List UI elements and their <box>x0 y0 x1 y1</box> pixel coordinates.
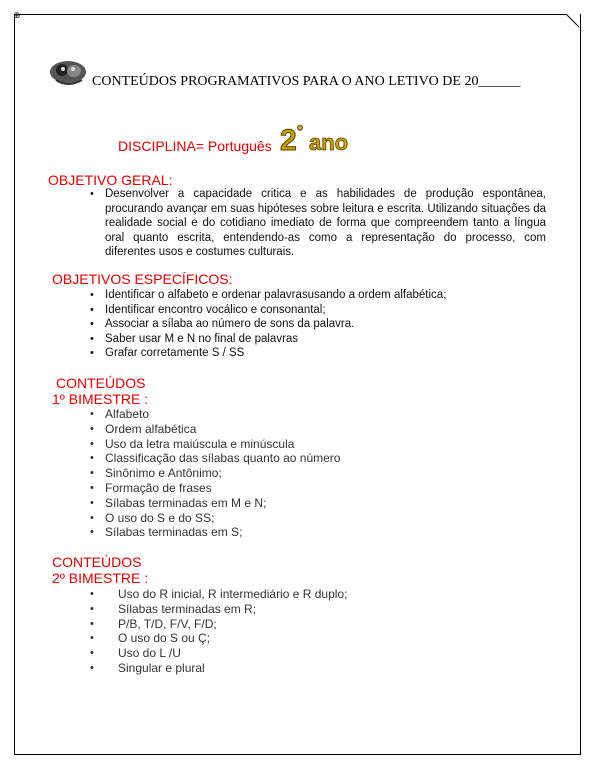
list-item: • Grafar corretamente S / SS <box>90 346 560 361</box>
list-item: • Classificação das sílabas quanto ao número <box>90 451 550 466</box>
badge-word: ano <box>309 130 349 155</box>
list-item: • Uso do R inicial, R intermediário e R duplo; <box>90 587 550 602</box>
document-title: CONTEÚDOS PROGRAMATIVOS PARA O ANO LETIVO DE 20______ <box>92 74 521 89</box>
objetivos-especificos-heading: OBJETIVOS ESPECÍFICOS: <box>52 271 233 287</box>
list-item: • O uso do S e do SS; <box>90 511 550 526</box>
objetivo-geral-heading: OBJETIVO GERAL: <box>48 172 173 188</box>
badge-super: º <box>297 123 303 140</box>
list-item: • Identificar o alfabeto e ordenar palavrasusando a ordem alfabética; <box>90 288 560 303</box>
objetivos-especificos-list <box>90 288 560 361</box>
list-item: • Desenvolver a capacidade critica e as habilidades de produção espontânea, procurando avançar em suas hipóteses sobre leitura e escrita. Utilizando situações da realidade social e do cotidiano imediato de forma que compreendem tanto a língua oral quanto escrita, entendendo-as como a representação do processo, com diferentes usos e costumes culturais. <box>90 187 546 260</box>
list-item: • Identificar encontro vocálico e consonantal; <box>90 303 560 318</box>
list-item: • Uso da letra maiúscula e minúscula <box>90 437 550 452</box>
bimestre1-list <box>90 407 550 540</box>
bimestre1-heading: 1º BIMESTRE : <box>52 391 149 407</box>
bimestre2-list <box>90 587 550 676</box>
list-item: • Formação de frases <box>90 481 550 496</box>
objetivo-geral-list <box>90 187 546 260</box>
table-anchor-icon[interactable]: ⊕ <box>13 10 21 20</box>
list-item: • Saber usar M e N no final de palavras <box>90 332 560 347</box>
list-item: • Sílabas terminadas em R; <box>90 602 550 617</box>
list-item: • Sílabas terminadas em S; <box>90 525 550 540</box>
badge-number: 2 <box>280 124 297 156</box>
list-item: • Uso do L /U <box>90 646 550 661</box>
list-item: • O uso do S ou Ç; <box>90 631 550 646</box>
disciplina-label: DISCIPLINA= Português <box>118 138 272 154</box>
list-item: • Associar a sílaba ao número de sons da palavra. <box>90 317 560 332</box>
list-item: • P/B, T/D, F/V, F/D; <box>90 617 550 632</box>
list-item: • Sinônimo e Antônimo; <box>90 466 550 481</box>
list-item: • Singular e plural <box>90 661 550 676</box>
grade-badge <box>280 120 356 156</box>
list-item: • Sílabas terminadas em M e N; <box>90 496 550 511</box>
mascot-logo-icon <box>48 58 88 88</box>
bimestre1-conteudos-heading: CONTEÚDOS <box>56 375 146 391</box>
page-fold-corner <box>566 14 580 28</box>
bimestre2-conteudos-heading: CONTEÚDOS <box>52 554 142 570</box>
list-item: • Alfabeto <box>90 407 550 422</box>
list-item: • Ordem alfabética <box>90 422 550 437</box>
bimestre2-heading: 2º BIMESTRE : <box>52 570 149 586</box>
